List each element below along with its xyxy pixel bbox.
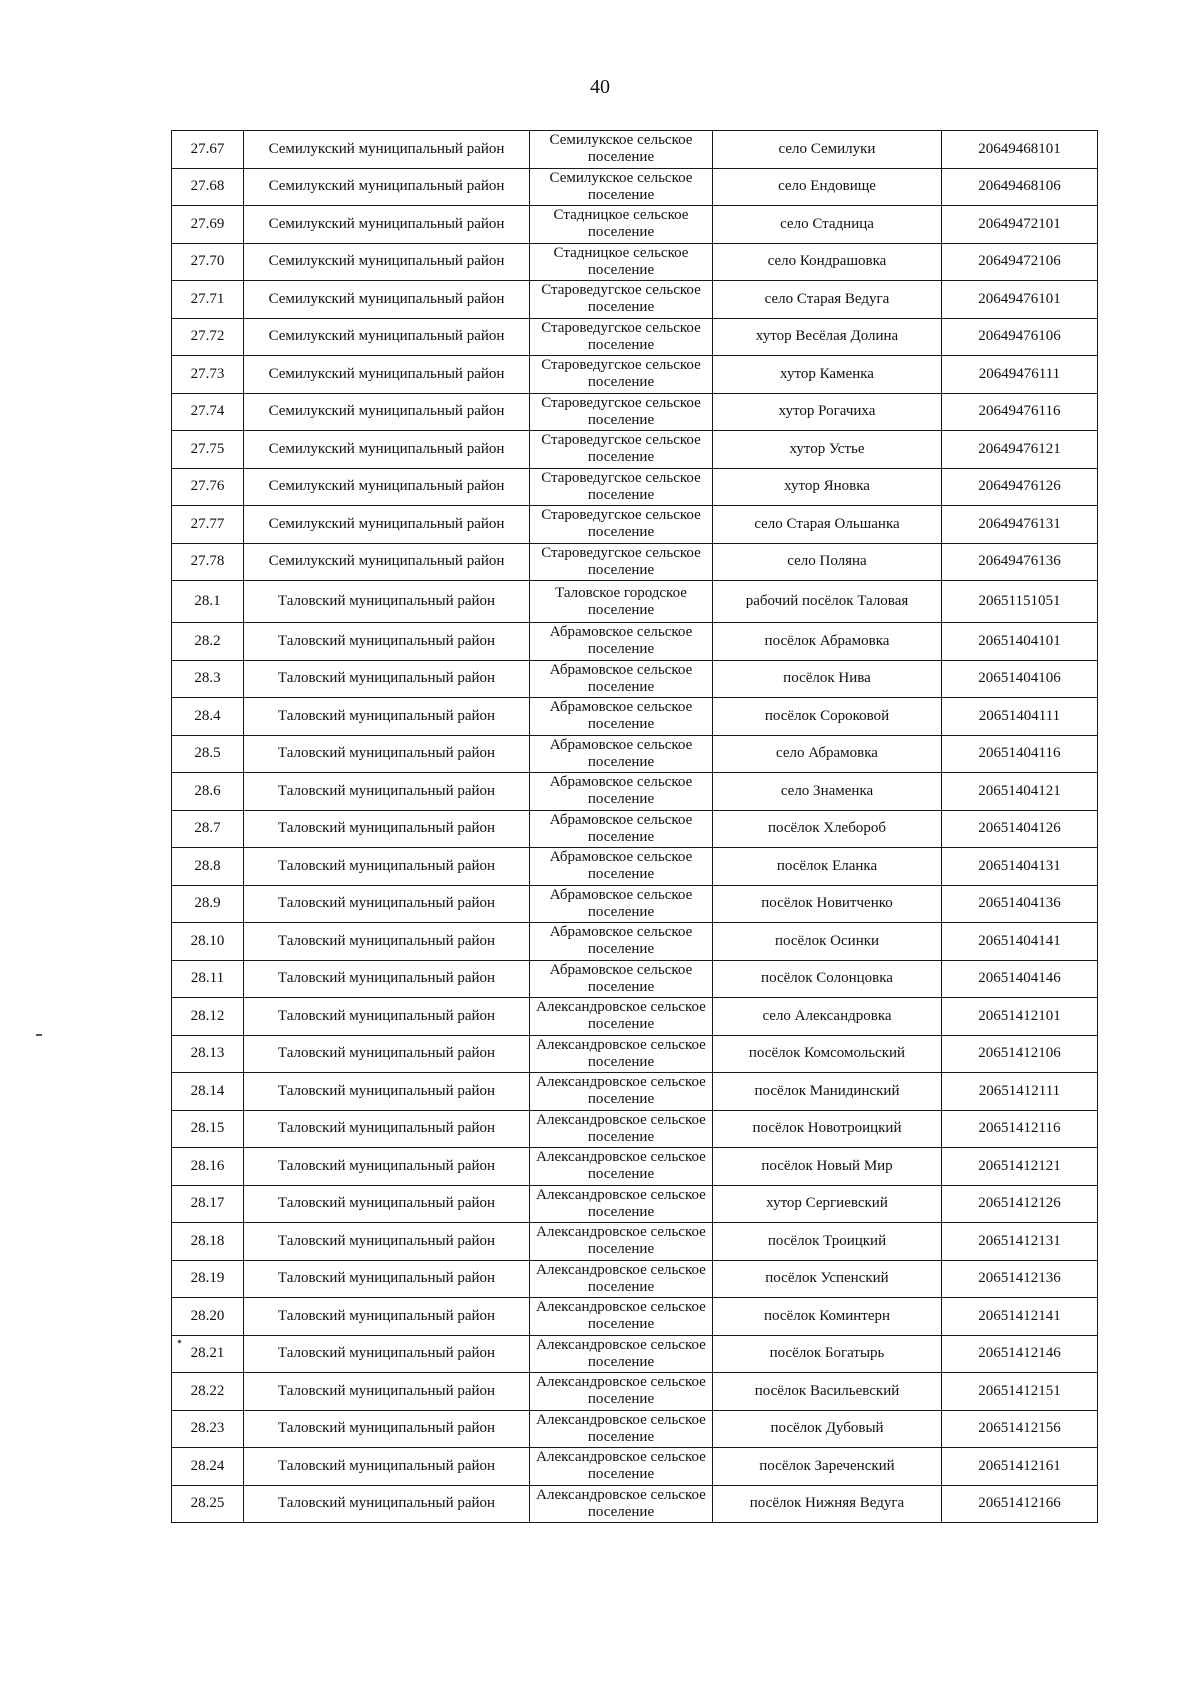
locality-cell: посёлок Успенский (713, 1260, 942, 1298)
locality-cell: посёлок Зареченский (713, 1448, 942, 1486)
oktmo-code-cell: 20649476111 (942, 356, 1098, 394)
oktmo-code-cell: 20651404106 (942, 660, 1098, 698)
locality-cell: посёлок Троицкий (713, 1223, 942, 1261)
settlement-cell: Абрамовское сельское поселение (530, 810, 713, 848)
settlement-cell: Александровское сельское поселение (530, 1185, 713, 1223)
settlement-cell: Александровское сельское поселение (530, 1223, 713, 1261)
locality-cell: посёлок Коминтерн (713, 1298, 942, 1336)
locality-cell: посёлок Хлебороб (713, 810, 942, 848)
district-cell: Семилукский муниципальный район (244, 468, 530, 506)
table-row (172, 735, 1098, 773)
settlement-cell: Абрамовское сельское поселение (530, 735, 713, 773)
district-cell: Семилукский муниципальный район (244, 281, 530, 319)
locality-cell: хутор Сергиевский (713, 1185, 942, 1223)
settlement-cell: Александровское сельское поселение (530, 1148, 713, 1186)
table-row (172, 1148, 1098, 1186)
table-row (172, 356, 1098, 394)
table-row (172, 1485, 1098, 1523)
oktmo-code-cell: 20649472106 (942, 243, 1098, 281)
locality-cell: село Знаменка (713, 773, 942, 811)
locality-cell: село Поляна (713, 543, 942, 581)
oktmo-code-cell: 20649472101 (942, 206, 1098, 244)
locality-cell: посёлок Новитченко (713, 885, 942, 923)
table-row (172, 1223, 1098, 1261)
row-number-cell: 28.4 (172, 698, 244, 736)
row-number-cell: 27.77 (172, 506, 244, 544)
settlement-cell: Александровское сельское поселение (530, 998, 713, 1036)
oktmo-code-cell: 20651404126 (942, 810, 1098, 848)
district-cell: Таловский муниципальный район (244, 1485, 530, 1523)
district-cell: Таловский муниципальный район (244, 1373, 530, 1411)
settlement-cell: Стадницкое сельское поселение (530, 243, 713, 281)
oktmo-code-cell: 20649476106 (942, 318, 1098, 356)
oktmo-code-cell: 20651412106 (942, 1035, 1098, 1073)
oktmo-code-cell: 20651412101 (942, 998, 1098, 1036)
row-number-cell: 27.69 (172, 206, 244, 244)
table-row (172, 1260, 1098, 1298)
locality-cell: посёлок Солонцовка (713, 960, 942, 998)
locality-cell: село Семилуки (713, 131, 942, 169)
settlement-cell: Староведугское сельское поселение (530, 281, 713, 319)
locality-cell: посёлок Нива (713, 660, 942, 698)
oktmo-code-cell: 20651412156 (942, 1410, 1098, 1448)
district-cell: Семилукский муниципальный район (244, 506, 530, 544)
table-row (172, 960, 1098, 998)
locality-cell: посёлок Еланка (713, 848, 942, 886)
table-row (172, 998, 1098, 1036)
district-cell: Семилукский муниципальный район (244, 431, 530, 469)
settlement-cell: Абрамовское сельское поселение (530, 960, 713, 998)
locality-cell: рабочий посёлок Таловая (713, 581, 942, 623)
locality-cell: село Старая Ольшанка (713, 506, 942, 544)
settlement-cell: Староведугское сельское поселение (530, 543, 713, 581)
district-cell: Таловский муниципальный район (244, 660, 530, 698)
district-cell: Таловский муниципальный район (244, 998, 530, 1036)
row-number-cell: 28.2 (172, 623, 244, 661)
oktmo-code-cell: 20649476101 (942, 281, 1098, 319)
district-cell: Таловский муниципальный район (244, 810, 530, 848)
settlement-cell: Староведугское сельское поселение (530, 318, 713, 356)
table-row (172, 773, 1098, 811)
oktmo-code-cell: 20649476126 (942, 468, 1098, 506)
row-number-cell: 27.71 (172, 281, 244, 319)
row-number-cell: 27.73 (172, 356, 244, 394)
table-row (172, 581, 1098, 623)
district-cell: Таловский муниципальный район (244, 623, 530, 661)
oktmo-code-cell: 20649468101 (942, 131, 1098, 169)
settlement-cell: Староведугское сельское поселение (530, 431, 713, 469)
row-number-cell: 27.75 (172, 431, 244, 469)
settlement-cell: Староведугское сельское поселение (530, 506, 713, 544)
district-cell: Таловский муниципальный район (244, 1223, 530, 1261)
district-cell: Семилукский муниципальный район (244, 318, 530, 356)
locality-cell: посёлок Манидинский (713, 1073, 942, 1111)
table-row (172, 543, 1098, 581)
settlements-table (171, 130, 1098, 1523)
district-cell: Семилукский муниципальный район (244, 168, 530, 206)
row-number-cell: 28.15 (172, 1110, 244, 1148)
row-number-cell: 27.76 (172, 468, 244, 506)
settlement-cell: Таловское городское поселение (530, 581, 713, 623)
district-cell: Таловский муниципальный район (244, 773, 530, 811)
table-row (172, 281, 1098, 319)
settlement-cell: Александровское сельское поселение (530, 1335, 713, 1373)
table-row (172, 1373, 1098, 1411)
oktmo-code-cell: 20651404146 (942, 960, 1098, 998)
table-row (172, 1073, 1098, 1111)
row-number-cell: 28.23 (172, 1410, 244, 1448)
settlement-cell: Александровское сельское поселение (530, 1110, 713, 1148)
settlement-cell: Староведугское сельское поселение (530, 468, 713, 506)
locality-cell: посёлок Осинки (713, 923, 942, 961)
settlement-cell: Абрамовское сельское поселение (530, 923, 713, 961)
locality-cell: посёлок Нижняя Ведуга (713, 1485, 942, 1523)
locality-cell: посёлок Сороковой (713, 698, 942, 736)
oktmo-code-cell: 20649476131 (942, 506, 1098, 544)
table-row (172, 660, 1098, 698)
district-cell: Таловский муниципальный район (244, 1260, 530, 1298)
locality-cell: село Абрамовка (713, 735, 942, 773)
oktmo-code-cell: 20651412166 (942, 1485, 1098, 1523)
district-cell: Семилукский муниципальный район (244, 243, 530, 281)
row-number-cell: 28.14 (172, 1073, 244, 1111)
settlement-cell: Семилукское сельское поселение (530, 168, 713, 206)
table-row (172, 1298, 1098, 1336)
district-cell: Семилукский муниципальный район (244, 393, 530, 431)
table-row (172, 848, 1098, 886)
table-row (172, 506, 1098, 544)
locality-cell: хутор Каменка (713, 356, 942, 394)
district-cell: Таловский муниципальный район (244, 848, 530, 886)
oktmo-code-cell: 20651412146 (942, 1335, 1098, 1373)
oktmo-code-cell: 20651412161 (942, 1448, 1098, 1486)
row-number-cell: 27.74 (172, 393, 244, 431)
district-cell: Таловский муниципальный район (244, 581, 530, 623)
row-number-cell: 28.3 (172, 660, 244, 698)
oktmo-code-cell: 20651412116 (942, 1110, 1098, 1148)
table-row (172, 698, 1098, 736)
row-number-cell: 28.12 (172, 998, 244, 1036)
table-row (172, 131, 1098, 169)
district-cell: Таловский муниципальный район (244, 885, 530, 923)
oktmo-code-cell: 20651404101 (942, 623, 1098, 661)
table-body (172, 131, 1098, 1523)
oktmo-code-cell: 20649476121 (942, 431, 1098, 469)
district-cell: Семилукский муниципальный район (244, 131, 530, 169)
scan-mark (36, 1034, 42, 1036)
district-cell: Семилукский муниципальный район (244, 356, 530, 394)
settlement-cell: Александровское сельское поселение (530, 1073, 713, 1111)
row-number-cell: 28.24 (172, 1448, 244, 1486)
table-row (172, 468, 1098, 506)
row-number-cell: 28.19 (172, 1260, 244, 1298)
locality-cell: хутор Рогачиха (713, 393, 942, 431)
oktmo-code-cell: 20649476136 (942, 543, 1098, 581)
row-number-cell: 28.7 (172, 810, 244, 848)
table-row (172, 810, 1098, 848)
locality-cell: село Стадница (713, 206, 942, 244)
oktmo-code-cell: 20651412131 (942, 1223, 1098, 1261)
oktmo-code-cell: 20651412111 (942, 1073, 1098, 1111)
locality-cell: хутор Весёлая Долина (713, 318, 942, 356)
row-number-cell: 28.9 (172, 885, 244, 923)
row-number-cell: 28.25 (172, 1485, 244, 1523)
settlement-cell: Абрамовское сельское поселение (530, 698, 713, 736)
district-cell: Семилукский муниципальный район (244, 543, 530, 581)
row-number-cell: 27.68 (172, 168, 244, 206)
district-cell: Таловский муниципальный район (244, 1110, 530, 1148)
locality-cell: хутор Устье (713, 431, 942, 469)
district-cell: Таловский муниципальный район (244, 1073, 530, 1111)
table-row (172, 168, 1098, 206)
oktmo-code-cell: 20651404141 (942, 923, 1098, 961)
row-number-cell: 28.5 (172, 735, 244, 773)
oktmo-code-cell: 20651412151 (942, 1373, 1098, 1411)
locality-cell: посёлок Комсомольский (713, 1035, 942, 1073)
district-cell: Таловский муниципальный район (244, 1148, 530, 1186)
settlement-cell: Александровское сельское поселение (530, 1485, 713, 1523)
settlement-cell: Александровское сельское поселение (530, 1373, 713, 1411)
row-number-cell: 27.72 (172, 318, 244, 356)
settlement-cell: Абрамовское сельское поселение (530, 848, 713, 886)
table-row (172, 1335, 1098, 1373)
settlement-cell: Александровское сельское поселение (530, 1298, 713, 1336)
district-cell: Таловский муниципальный район (244, 1298, 530, 1336)
row-number-cell: 28.18 (172, 1223, 244, 1261)
table-row (172, 923, 1098, 961)
oktmo-code-cell: 20651404121 (942, 773, 1098, 811)
table-row (172, 1110, 1098, 1148)
settlement-cell: Староведугское сельское поселение (530, 356, 713, 394)
locality-cell: село Александровка (713, 998, 942, 1036)
settlement-cell: Абрамовское сельское поселение (530, 773, 713, 811)
oktmo-code-cell: 20651412126 (942, 1185, 1098, 1223)
district-cell: Таловский муниципальный район (244, 1448, 530, 1486)
row-number-cell: 28.20 (172, 1298, 244, 1336)
table-row (172, 1448, 1098, 1486)
table-row (172, 623, 1098, 661)
oktmo-code-cell: 20651412136 (942, 1260, 1098, 1298)
settlement-cell: Староведугское сельское поселение (530, 393, 713, 431)
locality-cell: село Старая Ведуга (713, 281, 942, 319)
row-number-cell: 27.70 (172, 243, 244, 281)
district-cell: Таловский муниципальный район (244, 1185, 530, 1223)
row-number-cell: 27.78 (172, 543, 244, 581)
locality-cell: посёлок Васильевский (713, 1373, 942, 1411)
settlement-cell: Александровское сельское поселение (530, 1448, 713, 1486)
oktmo-code-cell: 20651404116 (942, 735, 1098, 773)
locality-cell: посёлок Абрамовка (713, 623, 942, 661)
row-number-cell: 28.17 (172, 1185, 244, 1223)
district-cell: Таловский муниципальный район (244, 960, 530, 998)
table-row (172, 1185, 1098, 1223)
settlement-cell: Семилукское сельское поселение (530, 131, 713, 169)
locality-cell: посёлок Новый Мир (713, 1148, 942, 1186)
oktmo-code-cell: 20651404136 (942, 885, 1098, 923)
district-cell: Таловский муниципальный район (244, 1335, 530, 1373)
locality-cell: село Ендовище (713, 168, 942, 206)
table-row (172, 393, 1098, 431)
district-cell: Таловский муниципальный район (244, 735, 530, 773)
oktmo-code-cell: 20651151051 (942, 581, 1098, 623)
oktmo-code-cell: 20651404111 (942, 698, 1098, 736)
locality-cell: посёлок Дубовый (713, 1410, 942, 1448)
row-number-cell: 28.6 (172, 773, 244, 811)
settlement-cell: Александровское сельское поселение (530, 1035, 713, 1073)
settlement-cell: Абрамовское сельское поселение (530, 623, 713, 661)
settlement-cell: Абрамовское сельское поселение (530, 885, 713, 923)
district-cell: Таловский муниципальный район (244, 1035, 530, 1073)
row-number-cell: 28.22 (172, 1373, 244, 1411)
row-number-cell: 28.13 (172, 1035, 244, 1073)
oktmo-code-cell: 20651412141 (942, 1298, 1098, 1336)
district-cell: Таловский муниципальный район (244, 698, 530, 736)
oktmo-code-cell: 20649468106 (942, 168, 1098, 206)
locality-cell: село Кондрашовка (713, 243, 942, 281)
district-cell: Таловский муниципальный район (244, 923, 530, 961)
page-number: 40 (590, 76, 610, 98)
row-number-cell: 28.10 (172, 923, 244, 961)
table-row (172, 206, 1098, 244)
oktmo-code-cell: 20651412121 (942, 1148, 1098, 1186)
locality-cell: хутор Яновка (713, 468, 942, 506)
settlement-cell: Александровское сельское поселение (530, 1260, 713, 1298)
table-row (172, 1410, 1098, 1448)
table-row (172, 1035, 1098, 1073)
settlement-cell: Александровское сельское поселение (530, 1410, 713, 1448)
row-number-cell: 28.1 (172, 581, 244, 623)
row-number-cell: 28.16 (172, 1148, 244, 1186)
row-number-cell: 28.8 (172, 848, 244, 886)
locality-cell: посёлок Богатырь (713, 1335, 942, 1373)
district-cell: Семилукский муниципальный район (244, 206, 530, 244)
row-number-cell: 28.11 (172, 960, 244, 998)
oktmo-code-cell: 20651404131 (942, 848, 1098, 886)
row-number-cell: 28.21 (172, 1335, 244, 1373)
oktmo-code-cell: 20649476116 (942, 393, 1098, 431)
district-cell: Таловский муниципальный район (244, 1410, 530, 1448)
settlement-cell: Стадницкое сельское поселение (530, 206, 713, 244)
row-number-cell: 27.67 (172, 131, 244, 169)
table-row (172, 885, 1098, 923)
locality-cell: посёлок Новотроицкий (713, 1110, 942, 1148)
table-row (172, 243, 1098, 281)
settlement-cell: Абрамовское сельское поселение (530, 660, 713, 698)
table-row (172, 431, 1098, 469)
table-row (172, 318, 1098, 356)
